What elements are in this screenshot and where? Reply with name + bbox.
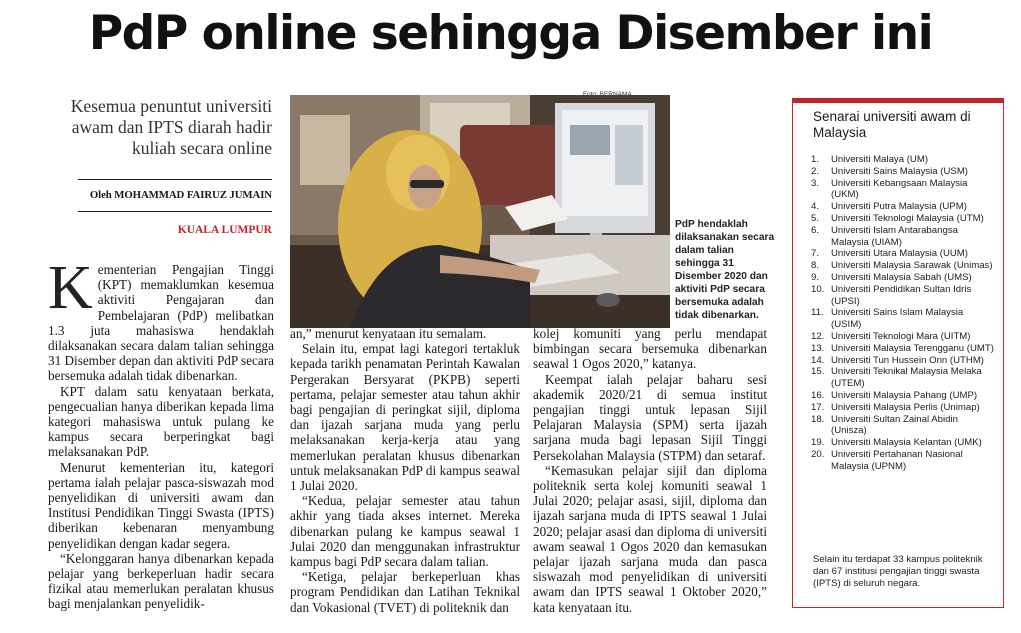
- article-paragraph: KPT dalam satu kenyataan berkata, pengecualian hanya diberikan kepada lima kategori mahasiswa untuk pulang ke kampus secara berperingkat bagi melaksanakan PdP.: [48, 383, 274, 460]
- sidebar-title: Senarai universiti awam di Malaysia: [813, 109, 971, 140]
- article-paragraph: Selain itu, empat lagi kategori tertakluk kepada tarikh penamatan Perintah Kawalan Pergerakan Bersyarat (PKPB) seperti pertama, pelajar semester atau tahun akhir bagi pengajian di peringkat sijil, diploma dan ijazah sarjana muda yang perlu melaksanakan kerja-kerja atau yang memerlukan peralatan khusus dibenarkan untuk melaksanakan PdP di kampus seawal 1 Julai 2020.: [290, 341, 520, 494]
- list-item: [811, 402, 996, 414]
- list-item-number: 4.: [811, 201, 820, 213]
- list-item-name: Universiti Sultan Zainal Abidin (Unisza): [831, 413, 958, 437]
- list-item: [811, 201, 996, 213]
- list-item-name: Universiti Malaysia Pahang (UMP): [831, 389, 978, 401]
- rule-top: [78, 179, 272, 180]
- list-item-number: 1.: [811, 154, 820, 165]
- article-paragraph: “Ketiga, pelajar berkeperluan khas program Pendidikan dan Latihan Teknikal dan Vokasional (TVET) di politeknik dan: [290, 569, 520, 615]
- list-item-number: 2.: [811, 165, 820, 177]
- list-item-number: 20.: [811, 448, 825, 460]
- article-paragraph: “Kedua, pelajar semester atau tahun akhir yang tiada akses internet. Mereka dibenarkan pulang ke kampus seawal 1 Julai 2020 dan menggunakan infrastruktur kampus bagi PdP secara dalam talian.: [290, 493, 520, 570]
- list-item: [811, 414, 996, 438]
- list-item-name: Universiti Utara Malaysia (UUM): [831, 248, 968, 260]
- article-paragraph: “Kemasukan pelajar sijil dan diploma politeknik serta kolej komuniti seawal 1 Julai 2020; pelajar asasi, sijil, diploma dan ijazah sarjana muda di IPTS seawal 1 Julai 2020; pelajar asasi dan diploma di universiti awam seawal 1 Ogos 2020 dan kemasukan pelajar ijazah sarjana muda dan pasca siswazah mod penyelidikan di universiti awam dan IPTS seawal 1 Oktober 2020,” kata kenyataan itu.: [533, 462, 767, 615]
- list-item-number: 16.: [811, 389, 825, 401]
- list-item-name: Universiti Pendidikan Sultan Idris (UPSI): [831, 283, 972, 307]
- deck-subheadline: Kesemua penuntut universiti awam dan IPTS diarah hadir kuliah secara online: [70, 96, 272, 158]
- article-column-2: [290, 326, 520, 615]
- list-item: [811, 366, 996, 390]
- dateline: KUALA LUMPUR: [177, 224, 272, 236]
- list-item: [811, 166, 996, 178]
- article-paragraph: Keempat ialah pelajar baharu sesi akademik 2020/21 di semua institut pengajian tinggi untuk lepasan Sijil Pelajaran Malaysia (SPM) serta ijazah sarjana muda bagi lepasan Sijil Tinggi Persekolahan Malaysia (STPM) dan setaraf.: [533, 371, 767, 463]
- article-paragraph: an,” menurut kenyataan itu semalam.: [290, 326, 487, 341]
- list-item-number: 14.: [811, 354, 825, 366]
- list-item-number: 8.: [811, 260, 820, 272]
- list-item-number: 19.: [811, 437, 825, 449]
- list-item-number: 15.: [811, 366, 825, 378]
- list-item-name: Universiti Teknikal Malaysia Melaka (UTEM): [831, 366, 982, 390]
- list-item-number: 13.: [811, 342, 825, 354]
- list-item-number: 10.: [811, 283, 825, 295]
- article-paragraph: Menurut kementerian itu, kategori pertama ialah pelajar pasca-siswazah mod penyelidikan di universiti awam dan Institusi Pendidikan Tinggi Swasta (IPTS) diberikan kebenaran menyambung penyelidikan dengan kadar segera.: [48, 459, 274, 551]
- article-paragraph: “Kelonggaran hanya dibenarkan kepada pelajar yang berkeperluan hadir secara fizikal atau memerlukan peralatan khusus bagi menjalankan penyelidik-: [48, 550, 274, 612]
- article-column-3: [533, 326, 767, 615]
- list-item-name: Universiti Islam Antarabangsa Malaysia (UIAM): [831, 224, 958, 248]
- university-list: [811, 154, 996, 473]
- list-item-name: Universiti Pertahanan Nasional Malaysia (UPNM): [831, 448, 963, 472]
- article-paragraph: Kementerian Pengajian Tinggi (KPT) memaklumkan kesemua aktiviti Pengajaran dan Pembelajaran (PdP) melibatkan 1.3 juta mahasiswa hendaklah dilaksanakan secara dalam talian sehingga 31 Disember depan dan aktiviti PdP secara bersemuka adalah tidak dibenarkan.: [48, 254, 274, 384]
- list-item-number: 12.: [811, 330, 825, 342]
- article-column-1: [48, 254, 274, 612]
- list-item: [811, 248, 996, 260]
- list-item: [811, 154, 996, 166]
- list-item-number: 6.: [811, 224, 820, 236]
- list-item: [811, 284, 996, 308]
- photo-caption: PdP hendaklah dilaksanakan secara dalam talian sehingga 31 Disember 2020 dan aktiviti PdP secara bersemuka adalah tidak dibenarkan.: [675, 219, 775, 321]
- list-item-name: Universiti Teknologi Malaysia (UTM): [831, 212, 984, 224]
- photo-illustration: [290, 95, 670, 328]
- list-item-name: Universiti Sains Malaysia (USM): [831, 165, 969, 177]
- list-item: [811, 437, 996, 449]
- list-item-name: Universiti Malaysia Terengganu (UMT): [831, 342, 994, 354]
- list-item-name: Universiti Sains Islam Malaysia (USIM): [831, 307, 964, 331]
- list-item-name: Universiti Malaysia Perlis (Unimap): [831, 401, 980, 413]
- list-item: [811, 331, 996, 343]
- list-item-name: Universiti Malaysia Sarawak (Unimas): [831, 260, 993, 272]
- list-item-name: Universiti Teknologi Mara (UITM): [831, 330, 971, 342]
- drop-cap: K: [48, 254, 93, 322]
- list-item-name: Universiti Malaysia Sabah (UMS): [831, 271, 972, 283]
- list-item-name: Universiti Putra Malaysia (UPM): [831, 201, 967, 213]
- list-item-number: 11.: [811, 307, 824, 319]
- list-item-name: Universiti Malaya (UM): [831, 154, 929, 165]
- list-item-number: 3.: [811, 177, 820, 189]
- list-item-number: 9.: [811, 271, 820, 283]
- list-item: [811, 449, 996, 473]
- list-item: [811, 272, 996, 284]
- list-item-number: 18.: [811, 413, 825, 425]
- list-item: [811, 213, 996, 225]
- list-item: [811, 260, 996, 272]
- article-paragraph: kolej komuniti yang perlu mendapat bimbingan secara bersemuka dibenarkan seawal 1 Ogos 2020,” katanya.: [533, 326, 767, 372]
- list-item: [811, 307, 996, 331]
- byline: Oleh MOHAMMAD FAIRUZ JUMAIN: [89, 189, 272, 201]
- list-item-name: Universiti Kebangsaan Malaysia (UKM): [831, 177, 968, 201]
- list-item: [811, 390, 996, 402]
- list-item: [811, 225, 996, 249]
- list-item-name: Universiti Tun Hussein Onn (UTHM): [831, 354, 985, 366]
- sidebar-note: Selain itu terdapat 33 kampus politeknik dan 67 institusi pengajian tinggi swasta (IPTS) di seluruh negara.: [813, 554, 983, 589]
- headline: PdP online sehingga Disember ini: [88, 6, 933, 61]
- rule-bottom: [78, 211, 272, 212]
- list-item: [811, 355, 996, 367]
- news-photo: [290, 95, 670, 328]
- sidebar-university-list: [792, 98, 1004, 608]
- list-item-number: 7.: [811, 248, 820, 260]
- list-item-name: Universiti Malaysia Kelantan (UMK): [831, 437, 982, 449]
- list-item-number: 5.: [811, 212, 820, 224]
- list-item: [811, 178, 996, 202]
- list-item-number: 17.: [811, 401, 825, 413]
- list-item: [811, 343, 996, 355]
